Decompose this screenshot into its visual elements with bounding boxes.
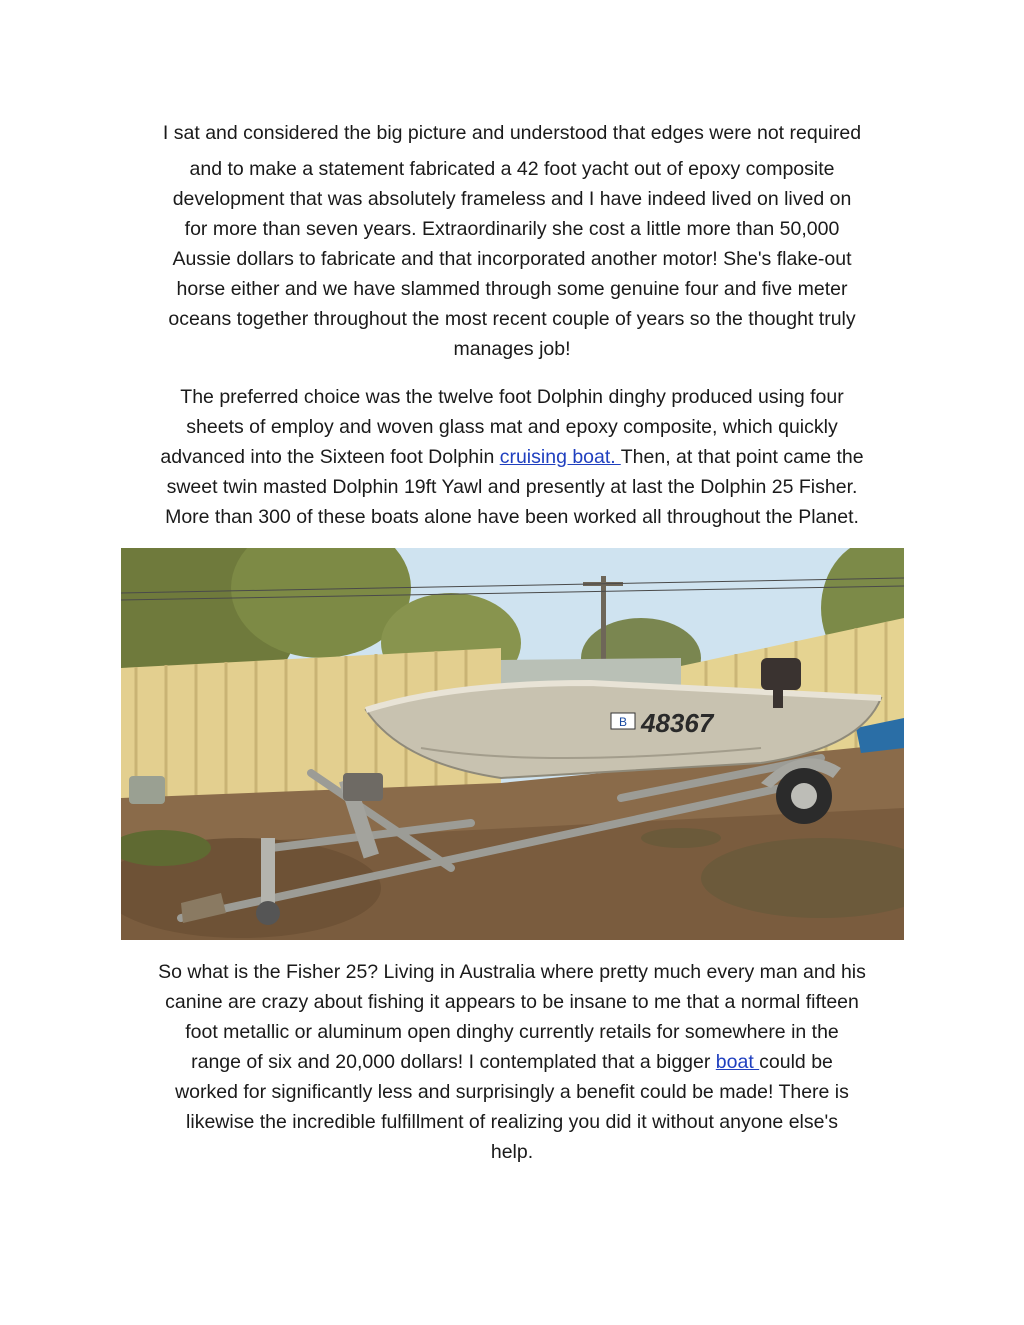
text-segment: could be <box>759 1051 833 1073</box>
cruising-boat-link[interactable]: cruising boat. <box>499 446 621 468</box>
text-line: development that was absolutely frameless and I have indeed lived on lived on <box>172 188 852 210</box>
paragraph-fisher <box>112 957 912 1167</box>
registration-number: 48367 <box>641 708 714 738</box>
text-segment: range of six and 20,000 dollars! I contemplated that a bigger <box>191 1051 716 1073</box>
text-line: for more than seven years. Extraordinarily she cost a little more than 50,000 <box>184 218 840 240</box>
text-segment: Then, at that point came the <box>620 446 864 468</box>
text-line: manages job! <box>453 338 571 360</box>
text-line: likewise the incredible fulfillment of realizing you did it without anyone else's <box>186 1111 838 1133</box>
boat-photo <box>121 548 904 940</box>
text-line: More than 300 of these boats alone have been worked all throughout the Planet. <box>165 506 859 528</box>
boat-link[interactable]: boat <box>715 1051 760 1073</box>
text-line: canine are crazy about fishing it appears to be insane to me that a normal fifteen <box>165 991 859 1013</box>
text-line: horse either and we have slammed through some genuine four and five meter <box>176 278 848 300</box>
text-line: Aussie dollars to fabricate and that incorporated another motor! She's flake-out <box>172 248 852 270</box>
registration-prefix: B <box>618 715 628 729</box>
text-line: foot metallic or aluminum open dinghy currently retails for somewhere in the <box>185 1021 839 1043</box>
text-line: help. <box>490 1141 534 1163</box>
text-line: The preferred choice was the twelve foot Dolphin dinghy produced using four <box>180 386 844 408</box>
text-line: sheets of employ and woven glass mat and epoxy composite, which quickly <box>186 416 838 438</box>
text-line: and to make a statement fabricated a 42 foot yacht out of epoxy composite <box>189 158 835 180</box>
text-line <box>112 1047 912 1077</box>
text-line: So what is the Fisher 25? Living in Australia where pretty much every man and his <box>158 961 866 983</box>
text-line: sweet twin masted Dolphin 19ft Yawl and presently at last the Dolphin 25 Fisher. <box>166 476 858 498</box>
text-line: oceans together throughout the most recent couple of years so the thought truly <box>168 308 856 330</box>
text-segment: advanced into the Sixteen foot Dolphin <box>160 446 500 468</box>
text-line: worked for significantly less and surprisingly a benefit could be made! There is <box>175 1081 849 1103</box>
paragraph-dolphin <box>112 382 912 532</box>
text-line: I sat and considered the big picture and understood that edges were not required <box>162 122 862 144</box>
paragraph-intro <box>112 118 912 364</box>
text-line <box>112 442 912 472</box>
